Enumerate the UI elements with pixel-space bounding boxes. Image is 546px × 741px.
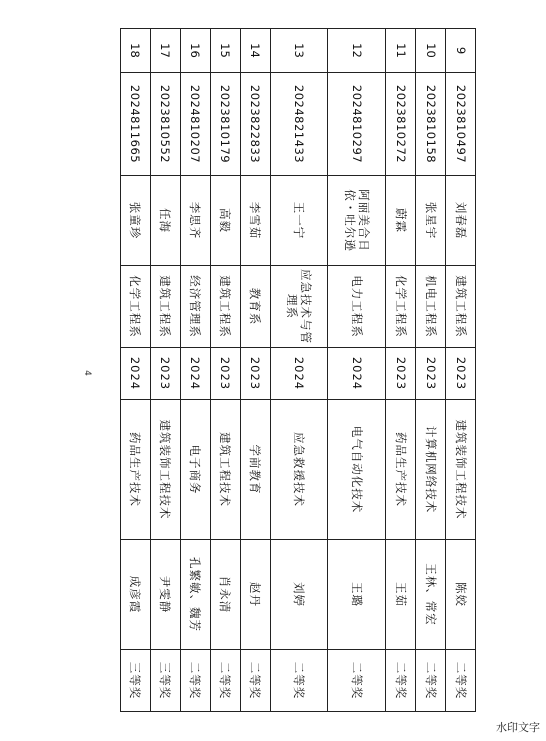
student-name-cell: 王一宁: [270, 176, 328, 266]
department-cell: 建筑工程系: [446, 266, 476, 348]
student-id-cell: 2023810497: [446, 73, 476, 176]
major-cell: 建筑工程技术: [210, 400, 240, 540]
department-cell: 经济管理系: [180, 266, 210, 348]
department-cell: 教育系: [240, 266, 270, 348]
advisor-cell: 孔繁敏、魏芳: [180, 540, 210, 650]
department-cell: 化学工程系: [121, 266, 151, 348]
advisor-cell: 尹雯静: [151, 540, 181, 650]
student-name-cell: 任海: [151, 176, 181, 266]
department-cell: 建筑工程系: [210, 266, 240, 348]
student-name-cell: 张星宇: [416, 176, 446, 266]
award-level-cell: 二等奖: [240, 650, 270, 712]
row-number-cell: 16: [180, 29, 210, 73]
major-cell: 电气自动化技术: [328, 400, 386, 540]
grade-year-cell: 2024: [121, 348, 151, 400]
major-cell: 药品生产技术: [386, 400, 416, 540]
watermark-text: 水印文字: [496, 721, 540, 734]
student-id-cell: 2024810207: [180, 73, 210, 176]
student-name-cell: 蔚霖: [386, 176, 416, 266]
grade-year-cell: 2023: [416, 348, 446, 400]
award-list-sheet: [120, 28, 476, 711]
student-name-cell: 李雪茹: [240, 176, 270, 266]
grade-year-cell: 2024: [328, 348, 386, 400]
major-cell: 建筑装饰工程技术: [446, 400, 476, 540]
major-cell: 药品生产技术: [121, 400, 151, 540]
student-name-cell: 高毅: [210, 176, 240, 266]
student-name-cell: 阿丽美合日依・吐尔逊: [328, 176, 386, 266]
grade-year-cell: 2023: [210, 348, 240, 400]
advisor-cell: 刘婷: [270, 540, 328, 650]
major-cell: 学前教育: [240, 400, 270, 540]
student-id-cell: 2023810179: [210, 73, 240, 176]
table-row: [180, 29, 210, 712]
grade-year-cell: 2024: [180, 348, 210, 400]
row-number-cell: 10: [416, 29, 446, 73]
award-level-cell: 二等奖: [416, 650, 446, 712]
student-id-cell: 2023810272: [386, 73, 416, 176]
row-number-cell: 12: [328, 29, 386, 73]
department-cell: 电力工程系: [328, 266, 386, 348]
department-cell: 建筑工程系: [151, 266, 181, 348]
student-id-cell: 2023822833: [240, 73, 270, 176]
table-row: [210, 29, 240, 712]
grade-year-cell: 2023: [151, 348, 181, 400]
student-name-cell: 李思齐: [180, 176, 210, 266]
grade-year-cell: 2023: [386, 348, 416, 400]
department-cell: 化学工程系: [386, 266, 416, 348]
award-level-cell: 二等奖: [210, 650, 240, 712]
table-row: [121, 29, 151, 712]
department-cell: 应急技术与管理系: [270, 266, 328, 348]
major-cell: 电子商务: [180, 400, 210, 540]
advisor-cell: 肖永清: [210, 540, 240, 650]
award-table: [120, 28, 476, 712]
major-cell: 建筑装饰工程技术: [151, 400, 181, 540]
table-row: [151, 29, 181, 712]
row-number-cell: 13: [270, 29, 328, 73]
award-level-cell: 二等奖: [446, 650, 476, 712]
row-number-cell: 11: [386, 29, 416, 73]
department-cell: 机电工程系: [416, 266, 446, 348]
student-name-cell: 张童珍: [121, 176, 151, 266]
award-level-cell: 三等奖: [151, 650, 181, 712]
award-level-cell: 二等奖: [386, 650, 416, 712]
student-id-cell: 2023810552: [151, 73, 181, 176]
row-number-cell: 14: [240, 29, 270, 73]
advisor-cell: 成彦霞: [121, 540, 151, 650]
award-level-cell: 二等奖: [180, 650, 210, 712]
row-number-cell: 15: [210, 29, 240, 73]
advisor-cell: 王璐: [328, 540, 386, 650]
advisor-cell: 陈姣: [446, 540, 476, 650]
row-number-cell: 17: [151, 29, 181, 73]
grade-year-cell: 2023: [446, 348, 476, 400]
award-level-cell: 二等奖: [270, 650, 328, 712]
grade-year-cell: 2024: [270, 348, 328, 400]
student-id-cell: 2024810297: [328, 73, 386, 176]
page-number: 4: [81, 370, 92, 376]
row-number-cell: 18: [121, 29, 151, 73]
rotated-table-area: [120, 28, 476, 711]
advisor-cell: 赵丹: [240, 540, 270, 650]
major-cell: 应急救援技术: [270, 400, 328, 540]
student-name-cell: 刘春磊: [446, 176, 476, 266]
table-row: [446, 29, 476, 712]
table-row: [270, 29, 328, 712]
student-id-cell: 2024821433: [270, 73, 328, 176]
award-level-cell: 二等奖: [328, 650, 386, 712]
table-row: [416, 29, 446, 712]
student-id-cell: 2023810158: [416, 73, 446, 176]
row-number-cell: 9: [446, 29, 476, 73]
table-row: [386, 29, 416, 712]
table-row: [240, 29, 270, 712]
advisor-cell: 王林、常宏: [416, 540, 446, 650]
advisor-cell: 王茹: [386, 540, 416, 650]
table-row: [328, 29, 386, 712]
grade-year-cell: 2023: [240, 348, 270, 400]
major-cell: 计算机网络技术: [416, 400, 446, 540]
award-level-cell: 三等奖: [121, 650, 151, 712]
student-id-cell: 2024811665: [121, 73, 151, 176]
